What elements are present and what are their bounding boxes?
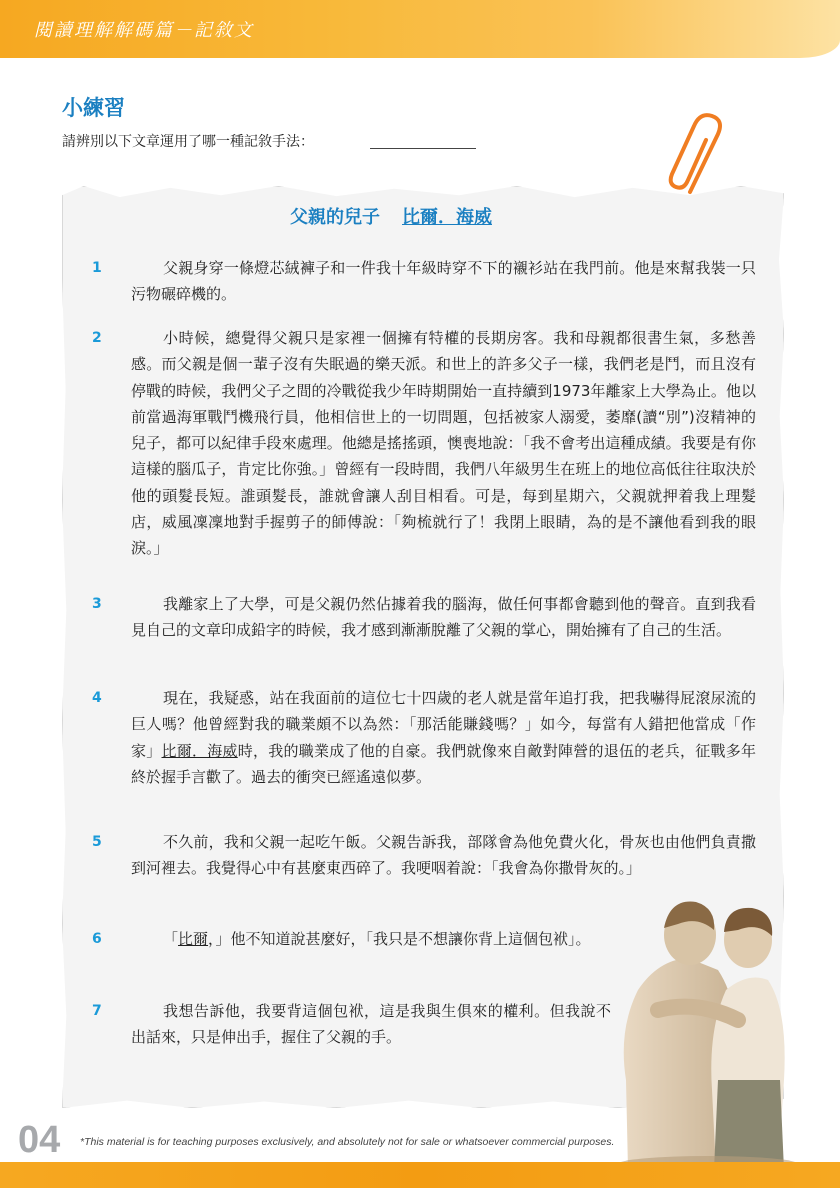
footnote: *This material is for teaching purposes exclusively, and absolutely not for sale or whatsoever commercial purposes. — [80, 1136, 615, 1148]
paragraph-text: 時，我的職業成了他的自豪。我們就像來自敵對陣營的退伍的老兵，征戰多年終於握手言歡了。過去的衝突已經遙遠似夢。 — [131, 741, 756, 786]
paragraph-number: 4 — [92, 690, 102, 706]
underlined-name: 比爾 — [178, 930, 209, 948]
article-title-text: 父親的兒子 — [290, 207, 380, 228]
article-title — [290, 203, 492, 229]
paragraph-number: 6 — [92, 931, 102, 947]
paragraph — [131, 926, 611, 952]
header-title: 閱讀理解解碼篇－記敘文 — [34, 20, 254, 41]
article-author: 比爾．海威 — [402, 207, 492, 228]
paperclip-icon — [660, 112, 730, 202]
paragraph-text: 現在，我疑惑，站在我面前的這位七十四歲的老人就是當年追打我，把我嚇得屁滾尿流的巨人嗎？他曾經對我的職業頗不以為然：「那活能賺錢嗎？」如今，每當有人錯把他當成「作家」 — [131, 689, 756, 760]
paragraph — [131, 685, 756, 790]
father-son-figurine-image — [598, 880, 818, 1170]
paragraph-number: 7 — [92, 1003, 102, 1019]
exercise-prompt: 請辨別以下文章運用了哪一種記敘手法： — [62, 134, 314, 150]
paragraph-text: ，」他不知道說甚麼好，「我只是不想讓你背上這個包袱」。 — [208, 930, 591, 948]
paragraph-number: 5 — [92, 834, 102, 850]
underlined-name: 比爾．海威 — [161, 741, 238, 760]
answer-blank-line — [370, 148, 476, 149]
exercise-title: 小練習 — [62, 95, 125, 120]
paragraph: 小時候，總覺得父親只是家裡一個擁有特權的長期房客。我和母親都很書生氣，多愁善感。而父親是個一輩子沒有失眠過的樂天派。和世上的許多父子一樣，我們老是鬥，而且沒有停戰的時候，我們父子之間的冷戰從我少年時期開始一直持續到1973年離家上大學為止。他以前當過海軍戰鬥機飛行員，他相信世上的一切問題，包括被家人溺愛，萎靡(讀“別”)沒精神的兒子，都可以紀律手段來處理。他總是搖搖頭，懊喪地說：「我不會考出這種成績。我要是有你這樣的腦瓜子，肯定比你強。」曾經有一段時間，我們八年級男生在班上的地位高低往往取決於他的頭髮長短。誰頭髮長，誰就會讓人刮目相看。可是，每到星期六，父親就押着我上理髮店，威風凜凜地對手握剪子的師傅說：「夠梳就行了！我閉上眼睛，為的是不讓他看到我的眼淚。」 — [131, 329, 756, 558]
paragraph: 我離家上了大學，可是父親仍然佔據着我的腦海，做任何事都會聽到他的聲音。直到我看見自己的文章印成鉛字的時候，我才感到漸漸脫離了父親的掌心，開始擁有了自己的生活。 — [131, 595, 756, 640]
footer-band — [0, 1162, 840, 1188]
paragraph-number: 2 — [92, 330, 102, 346]
paragraph-number: 3 — [92, 596, 102, 612]
page-number: 04 — [18, 1119, 61, 1161]
paragraph: 不久前，我和父親一起吃午飯。父親告訴我，部隊會為他免費火化，骨灰也由他們負責撒到河裡去。我覺得心中有甚麼東西碎了。我哽咽着說：「我會為你撒骨灰的。」 — [131, 833, 756, 878]
paragraph: 我想告訴他，我要背這個包袱，這是我與生俱來的權利。但我說不出話來，只是伸出手，握住了父親的手。 — [131, 1002, 611, 1047]
paragraph-number: 1 — [92, 260, 102, 276]
paragraph-text: 「 — [163, 930, 179, 948]
paragraph: 父親身穿一條燈芯絨褲子和一件我十年級時穿不下的襯衫站在我門前。他是來幫我裝一只污物碾碎機的。 — [131, 259, 756, 304]
